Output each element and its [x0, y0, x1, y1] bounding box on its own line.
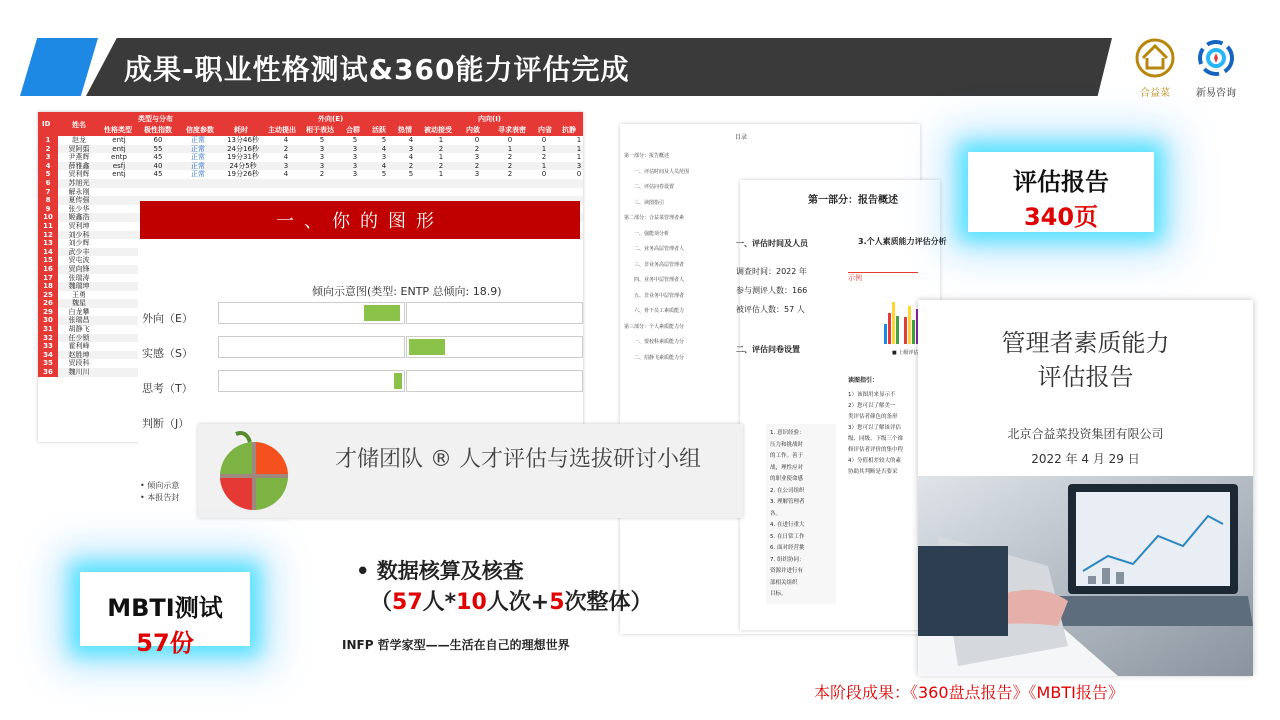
- count-people: 57: [392, 590, 423, 615]
- table-row: 26 魏星: [38, 299, 583, 308]
- report-list-line: 7. 组织协同：: [770, 556, 805, 563]
- read-guide-line: 4）分值相差较大的素: [848, 458, 901, 464]
- header-group-i: 内向(I): [478, 115, 502, 123]
- figure-notes: [140, 480, 179, 504]
- toc-item: 三、非业务高层管理者: [634, 261, 685, 268]
- report-sub1: 一、评估时间及人员: [736, 239, 808, 248]
- table-row: 29 白龙攀: [38, 308, 583, 317]
- report-list-line: 压力和挑战时: [770, 441, 804, 448]
- report-line-1: 调查时间：2022 年: [736, 267, 807, 276]
- header-c3: 合群: [346, 126, 360, 134]
- figure-chart-title: 倾向示意图(类型: ENTP 总倾向: 18.9): [312, 285, 502, 298]
- read-guide-line: 级、同级、下级三个维: [848, 436, 904, 442]
- read-guide-line: 修评估者评价的集中程: [848, 447, 904, 453]
- report-list-line: 3. 理解管理者: [770, 499, 805, 505]
- mini-chart-bar: [912, 320, 915, 344]
- toc-item: 一、评估时间及人员范围: [634, 168, 690, 175]
- header-idx: 极性指数: [144, 126, 172, 134]
- read-guide-line: 协助其判断是否要采: [848, 469, 898, 475]
- bar-s-left: [218, 336, 405, 358]
- report-chart-title: 3.个人素质能力评估分析: [858, 237, 947, 246]
- header-c6: 被动接受: [424, 126, 452, 134]
- table-row: 34 赵胜坤: [38, 351, 583, 360]
- toc-item: 一、要校科素质能力分: [634, 339, 685, 345]
- bullet-item: • 数据核算及核查: [356, 559, 524, 583]
- cover-title-line1: 管理者素质能力: [1001, 329, 1170, 357]
- table-row: 32 任少锁: [38, 334, 583, 343]
- report-list-line: 各。: [770, 510, 782, 517]
- footer-result: 本阶段成果：《360盘点报告》《MBTI报告》: [814, 683, 1124, 702]
- bullet-sub: （57人*10人次+5次整体）: [370, 590, 653, 615]
- header-rel: 信度参数: [186, 126, 214, 134]
- toc-title: 目录: [735, 134, 748, 141]
- cover-title-line2: 评估报告: [1037, 363, 1134, 391]
- cover-company: 北京合益菜投资集团有限公司: [1007, 427, 1164, 441]
- header-group-e: 外向(E): [318, 115, 344, 123]
- header-time: 耗时: [234, 126, 248, 134]
- count-times: 10: [456, 590, 487, 615]
- header-c9: 内省: [538, 126, 552, 134]
- team-banner-text: 才储团队 ® 人才评估与选拔研讨小组: [335, 447, 701, 472]
- bar-s-right: [406, 336, 583, 358]
- toc-item: 四、业务中层管理者人: [634, 277, 685, 283]
- table-row: 1 赵龙 entj 60 正常 13分46秒 4 5 5 5 4 1 0 0 0 1: [38, 136, 583, 145]
- report-list-line: 2. 在公司组织: [770, 487, 805, 494]
- red-annotation: 示例: [848, 272, 918, 287]
- table-row: 10 姬鑫浩: [38, 213, 583, 222]
- toc-item: 二、业务高层管理者人: [634, 246, 685, 252]
- table-row: 5 贸利辉 entj 45 正常 19分26秒 4 2 3 5 5 1 3 2 0 0: [38, 170, 583, 179]
- table-row: 18 魏瑞坤: [38, 282, 583, 291]
- header-c2: 相于表达: [306, 126, 334, 134]
- bar-e-left: [218, 302, 405, 324]
- report-chart-legend: ■ 上级评估: [892, 350, 919, 356]
- toc-item: 第一部分：报告概述: [624, 153, 670, 159]
- header-c4: 活跃: [372, 126, 386, 134]
- cover-photo: [918, 476, 1253, 676]
- orange-icon: [206, 428, 306, 518]
- header-c5: 热情: [398, 126, 412, 134]
- header-group-type: 类型与分布: [138, 115, 173, 123]
- mini-chart-bar: [908, 306, 911, 344]
- label-extravert: 外向（E）: [142, 312, 193, 325]
- toc-item: 三、读图指引: [634, 199, 665, 206]
- table-row: 33 霍利峰: [38, 342, 583, 351]
- mini-chart-bar: [888, 313, 891, 344]
- bar-t-left: [218, 370, 405, 392]
- table-row: 3 尹燕辉 entp 45 正常 19分31秒 4 3 3 3 4 1 3 2 2 1: [38, 153, 583, 162]
- report-list-line: 1. 意识经验：: [770, 430, 805, 436]
- mbti-count-tag: [80, 572, 250, 657]
- table-row: 11 贸利坤: [38, 222, 583, 231]
- cover-title: [918, 326, 1253, 394]
- header-name: 姓名: [72, 121, 86, 129]
- header-accent: [20, 38, 98, 96]
- company-logo: [1127, 36, 1183, 99]
- report-list-line: 的工作。善于: [770, 453, 804, 459]
- header-c10: 抗静: [562, 126, 576, 134]
- consulting-logo: [1190, 36, 1242, 99]
- report-list-line: 部相关组织: [770, 579, 798, 586]
- toc-item: 第二部分：合益菜管理者素: [624, 215, 685, 221]
- page-title: 成果-职业性格测试&360能力评估完成: [124, 53, 630, 86]
- report-list-line: 资源并进行有: [770, 568, 804, 574]
- consulting-logo-text: 新易咨询: [1196, 88, 1236, 99]
- header-type: 性格类型: [104, 126, 132, 134]
- table-row: 8 夏传强: [38, 196, 583, 205]
- header-c1: 主动提出: [268, 126, 296, 134]
- report-list-line: 目标。: [770, 591, 787, 597]
- read-guide-line: 2）您可以了解美一: [848, 403, 896, 409]
- bar-t-right: [406, 370, 583, 392]
- company-logo-text: 合益菜: [1140, 88, 1170, 99]
- table-row: 4 薛雅鑫 esfj 40 正常 24分5秒 3 3 3 4 2 2 2 2 1 3: [38, 162, 583, 171]
- table-header: [38, 112, 583, 136]
- table-row: 30 张瑞昌: [38, 316, 583, 325]
- mini-chart-bar: [884, 324, 887, 344]
- bullet-text: 数据核算及核查: [376, 559, 524, 583]
- report-line-3: 被评估人数：57 人: [736, 305, 805, 314]
- header-c8: 寻求表密: [498, 126, 526, 134]
- toc-item: 第三部分：个人素质能力分: [624, 323, 685, 330]
- report-tag-title: 评估报告: [1013, 168, 1109, 196]
- toc-item: 五、非业务中层管理者: [634, 292, 685, 299]
- report-tag-value: 340页: [1023, 203, 1099, 231]
- table-row: 9 张少华: [38, 205, 583, 214]
- figure-banner: 一、你的图形: [140, 201, 580, 239]
- report-sub2: 二、评估问卷设置: [736, 345, 800, 354]
- mbti-tag-value: 57份: [136, 629, 194, 657]
- report-count-tag: [968, 152, 1154, 232]
- table-row: 31 胡静飞: [38, 325, 583, 334]
- header-c7: 内敛: [466, 126, 480, 134]
- report-section-title: 第一部分：报告概述: [808, 195, 898, 206]
- label-judging: 判断（J）: [142, 417, 190, 430]
- toc-item: 六、骨干员工素质能力: [634, 308, 685, 314]
- toc-item: 二、招静飞素质能力分: [634, 354, 685, 361]
- read-guide-line: 1）该图用来显示不: [848, 392, 896, 398]
- report-list-line: 5. 在日常工作: [770, 533, 805, 540]
- report-list-line: 6. 面对经营挑: [770, 545, 805, 551]
- table-row: 25 王勇: [38, 291, 583, 300]
- table-row: 7 解永刚: [38, 188, 583, 197]
- report-line-2: 参与测评人数：166: [736, 286, 808, 295]
- note-1: • 倾向示意: [140, 481, 180, 490]
- table-row: 16 贸向锋: [38, 265, 583, 274]
- mini-chart-bar: [896, 316, 899, 344]
- read-guide-line: 类评估者颜色的条形: [848, 414, 898, 420]
- table-row: 2 贸阿翦 entj 55 正常 24分16秒 2 3 3 4 3 2 2 1 1 1: [38, 145, 583, 154]
- label-sensing: 实感（S）: [142, 347, 193, 360]
- table-row: 6 苏旭光: [38, 179, 583, 188]
- cover-date: 2022 年 4 月 29 日: [1031, 452, 1140, 466]
- count-overall: 5: [549, 590, 565, 615]
- table-row: 35 贸段科: [38, 359, 583, 368]
- bar-e-right: [406, 302, 583, 324]
- header-id: ID: [42, 120, 51, 128]
- table-row: 14 武少丰: [38, 248, 583, 257]
- table-row: 36 魏川川: [38, 368, 583, 377]
- infp-caption: INFP 哲学家型——生活在自己的理想世界: [342, 638, 570, 652]
- read-guide-line: 3）您可以了解该评估: [848, 425, 901, 431]
- report-list-line: 的职业使命感: [770, 476, 804, 482]
- table-row: 15 贸屯波: [38, 256, 583, 265]
- mini-chart-bar: [904, 317, 907, 344]
- table-row: 17 张瑞涛: [38, 274, 583, 283]
- toc-item: 二、评估问卷设置: [634, 184, 675, 190]
- report-list-line: 4. 在进行重大: [770, 522, 805, 528]
- report-list-line: 战，理性应对: [770, 464, 804, 471]
- report-lines: [736, 262, 807, 319]
- mini-chart-bar: [892, 302, 895, 344]
- table-row: 12 刘少科: [38, 231, 583, 240]
- toc-item: 一、强能项分析: [634, 230, 670, 237]
- note-2: • 本报告封: [140, 493, 180, 502]
- label-thinking: 思考（T）: [142, 382, 193, 395]
- read-guide-title: 读图指引：: [848, 377, 879, 384]
- mbti-tag-title: MBTI测试: [107, 594, 223, 622]
- table-row: 13 刘少辉: [38, 239, 583, 248]
